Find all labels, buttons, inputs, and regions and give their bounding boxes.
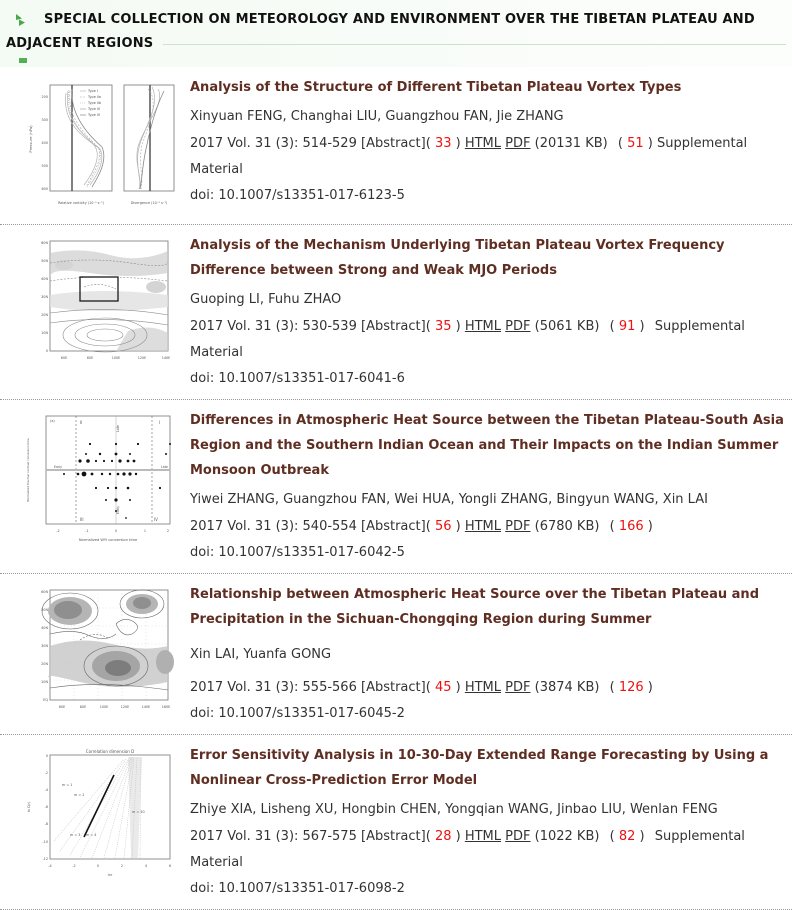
ytick: 10N (41, 331, 48, 335)
article-doi (190, 701, 784, 727)
html-link[interactable]: HTML (464, 680, 502, 695)
ytick: -6 (44, 805, 48, 809)
pdf-link[interactable]: PDF (505, 680, 531, 695)
abstract-link[interactable]: [Abstract]( (361, 519, 431, 534)
ytick: 30N (41, 295, 48, 299)
article-row (0, 400, 792, 574)
early-label-vertical: Early (116, 505, 120, 514)
citation-text: 2017 Vol. 31 (3): 540-554 (190, 519, 357, 534)
figure-title: Correlation dimension D (85, 749, 135, 754)
article-content (190, 741, 792, 902)
xtick: 100E (99, 705, 109, 709)
correlation-dimension-figure (20, 745, 180, 885)
xtick: 120E (137, 356, 147, 360)
ytick: 10N (41, 680, 48, 684)
series-label: m = 2 (74, 793, 85, 797)
html-link[interactable]: HTML (464, 319, 502, 334)
ytick: 20N (41, 313, 48, 317)
late-label-vertical: Late (116, 425, 120, 432)
doi-value: 10.1007/s13351-017-6098-2 (218, 881, 405, 896)
series-label: m = 3 (70, 833, 81, 837)
pdf-size: (1022 KB) (534, 829, 600, 844)
figure-yticks (42, 754, 48, 861)
pdf-link[interactable]: PDF (505, 136, 531, 151)
abstract-count: 28 (434, 829, 452, 844)
article-authors: Xin LAI, Yuanfa GONG (190, 647, 332, 662)
ytick: -4 (44, 788, 48, 792)
article-row (0, 735, 792, 910)
article-title-link[interactable]: Differences in Atmospheric Heat Source between the Tibetan Plateau-South Asia Region and the Southern Indian Ocean and Their Impacts on the Indian Summer Monsoon Outbreak (190, 413, 784, 478)
article-thumbnail[interactable] (20, 410, 180, 550)
download-count: 82 (618, 829, 636, 844)
ytick: 20N (41, 662, 48, 666)
paren: ( (609, 680, 615, 695)
map-shading (48, 594, 174, 687)
series-label: m = 4 (86, 833, 97, 837)
ytick: 0 (45, 754, 48, 758)
figure-xticks (48, 864, 171, 868)
xtick: -2 (72, 864, 76, 868)
ytick: 600 (41, 187, 48, 191)
citation-text: 2017 Vol. 31 (3): 514-529 (190, 136, 357, 151)
download-count: 166 (618, 519, 644, 534)
paren: ) (455, 319, 461, 334)
xtick: 160E (161, 705, 171, 709)
supplemental-link[interactable]: Supplemental Material (190, 319, 745, 360)
article-meta (190, 824, 784, 876)
article-authors: Xinyuan FENG, Changhai LIU, Guangzhou FAN, Jie ZHANG (190, 109, 564, 124)
thumbnail-column (0, 231, 190, 392)
article-authors: Zhiye XIA, Lisheng XU, Hongbin CHEN, Yongqian WANG, Jinbao LIU, Wenlan FENG (190, 802, 718, 817)
article-row (0, 574, 792, 735)
article-doi (190, 183, 784, 209)
abstract-count: 33 (434, 136, 452, 151)
figure-legend (80, 89, 101, 117)
figure-ylabel: ln C(r) (27, 801, 31, 813)
abstract-count: 56 (434, 519, 452, 534)
xtick: 1 (143, 529, 147, 533)
series-label: m = 1 (62, 783, 73, 787)
article-row (0, 225, 792, 400)
doi-prefix: doi: (190, 545, 215, 560)
figure-xticks (59, 705, 171, 709)
figure-yticks (41, 241, 48, 353)
xtick: 140E (161, 356, 171, 360)
paren: ) (639, 319, 645, 334)
paren: ) (455, 519, 461, 534)
xtick: 0 (96, 864, 100, 868)
thumbnail-column (0, 406, 190, 566)
download-count: 91 (618, 319, 636, 334)
figure-xlabel-b: Divergence (10⁻⁵ s⁻¹) (130, 201, 168, 205)
ytick: -2 (44, 771, 48, 775)
paren: ( (609, 519, 615, 534)
ytick: 40N (41, 626, 48, 630)
legend-label: Type IIa (88, 95, 101, 100)
figure-ylabel: Pressure (hPa) (28, 125, 33, 153)
doi-prefix: doi: (190, 881, 215, 896)
download-count: 51 (627, 136, 644, 151)
mjo-contour-map-figure (20, 235, 180, 375)
ytick: EQ (43, 698, 48, 702)
article-meta (190, 675, 784, 701)
early-label: Early (54, 465, 63, 469)
citation-text: 2017 Vol. 31 (3): 567-575 (190, 829, 357, 844)
ytick: -8 (44, 822, 48, 826)
xtick: 80E (86, 356, 94, 360)
pdf-size: (5061 KB) (534, 319, 600, 334)
article-doi (190, 540, 784, 566)
ytick: -12 (42, 857, 48, 861)
html-link[interactable]: HTML (464, 136, 502, 151)
article-doi (190, 366, 784, 392)
abstract-link[interactable]: [Abstract]( (361, 136, 431, 151)
vortex-profiles-figure (20, 77, 180, 217)
paren: ) (455, 136, 461, 151)
ytick: 50N (41, 259, 48, 263)
article-row (0, 67, 792, 225)
xtick: -2 (56, 529, 60, 533)
ytick: -10 (42, 840, 48, 844)
abstract-link[interactable]: [Abstract]( (361, 680, 431, 695)
paren: ) (647, 136, 653, 151)
ytick: 0 (45, 349, 48, 353)
figure-xlabel: lnr (107, 873, 113, 877)
ytick: 200 (41, 95, 48, 99)
article-meta (190, 514, 784, 540)
xtick: 60E (58, 705, 66, 709)
xtick: -4 (48, 864, 52, 868)
paren: ) (647, 519, 653, 534)
legend-label: Type IV (88, 113, 101, 118)
legend-label: Type IIb (88, 101, 102, 106)
xtick: 60E (60, 356, 68, 360)
html-link[interactable]: HTML (464, 519, 502, 534)
xtick: 4 (144, 864, 148, 868)
abstract-count: 35 (434, 319, 452, 334)
late-label: Late (161, 465, 168, 469)
figure-xlabel-a: Relative vorticity (10⁻⁵ s⁻¹) (58, 201, 104, 205)
article-doi (190, 876, 784, 902)
pdf-link[interactable]: PDF (505, 319, 531, 334)
citation-text: 2017 Vol. 31 (3): 530-539 (190, 319, 357, 334)
legend-label: Type III (88, 107, 100, 112)
fitted-segment (84, 775, 114, 837)
article-thumbnail[interactable] (20, 584, 180, 724)
article-meta (190, 131, 784, 183)
article-title-link[interactable]: Relationship between Atmospheric Heat Source over the Tibetan Plateau and Precipitation in the Sichuan-Chongqing Region during Summer (190, 587, 759, 627)
article-title-link[interactable]: Error Sensitivity Analysis in 10-30-Day Extended Range Forecasting by Using a Nonlinear Cross-Prediction Error Model (190, 748, 769, 788)
figure-yticks (42, 95, 48, 191)
paren: ) (455, 829, 461, 844)
collection-title-line1: SPECIAL COLLECTION ON METEOROLOGY AND ENVIRONMENT OVER THE TIBETAN PLATEAU AND (44, 12, 755, 27)
xtick: 120E (120, 705, 130, 709)
legend-label: Type I (88, 89, 98, 94)
xtick: 140E (141, 705, 151, 709)
ytick: 500 (41, 164, 48, 168)
collection-header (0, 0, 792, 67)
paren: ( (617, 136, 623, 151)
xtick: 100E (111, 356, 121, 360)
doi-value: 10.1007/s13351-017-6042-5 (218, 545, 405, 560)
article-authors: Yiwei ZHANG, Guangzhou FAN, Wei HUA, Yongli ZHANG, Bingyun WANG, Xin LAI (190, 492, 708, 507)
xtick: 2 (166, 529, 170, 533)
doi-prefix: doi: (190, 371, 215, 386)
doi-value: 10.1007/s13351-017-6045-2 (218, 706, 405, 721)
supplemental-link[interactable]: Supplemental Material (190, 136, 748, 177)
figure-ylabel: Normalized thermal contrast conversion time (26, 438, 30, 502)
quadrant-label: II (80, 420, 83, 425)
ytick: 50N (41, 608, 48, 612)
pdf-link[interactable]: PDF (505, 829, 531, 844)
article-content (190, 231, 792, 392)
xtick: 6 (168, 864, 172, 868)
header-divider (163, 44, 786, 45)
citation-text: 2017 Vol. 31 (3): 555-566 (190, 680, 357, 695)
xtick: -1 (85, 529, 89, 533)
paren: ) (647, 680, 653, 695)
article-content (190, 406, 792, 566)
doi-prefix: doi: (190, 188, 215, 203)
green-double-chevron-icon (14, 13, 28, 27)
paren: ( (609, 829, 615, 844)
thumbnail-column (0, 580, 190, 727)
ytick: 300 (41, 118, 48, 122)
quadrant-label: IV (154, 517, 158, 522)
paren: ) (455, 680, 461, 695)
abstract-link[interactable]: [Abstract]( (361, 319, 431, 334)
xtick: 2 (120, 864, 124, 868)
doi-value: 10.1007/s13351-017-6041-6 (218, 371, 405, 386)
doi-value: 10.1007/s13351-017-6123-5 (218, 188, 405, 203)
article-thumbnail[interactable] (20, 745, 180, 885)
ytick: 60N (41, 241, 48, 245)
paren: ) (639, 829, 645, 844)
line-cluster-shading (128, 757, 142, 858)
thumbnail-column (0, 73, 190, 217)
panel-label: (a) (50, 419, 55, 423)
ytick: 40N (41, 277, 48, 281)
series-label: m = 30 (132, 810, 145, 814)
article-content (190, 580, 792, 727)
figure-xticks (56, 529, 169, 533)
article-thumbnail[interactable] (20, 235, 180, 375)
paren: ( (609, 319, 615, 334)
xtick: 0 (114, 529, 118, 533)
pdf-size: (3874 KB) (534, 680, 600, 695)
supplemental-link[interactable]: Supplemental Material (190, 829, 745, 870)
abstract-count: 45 (434, 680, 452, 695)
article-meta (190, 314, 784, 366)
ytick: 60N (41, 590, 48, 594)
thumbnail-column (0, 741, 190, 902)
pdf-size: (20131 KB) (534, 136, 608, 151)
figure-xticks (61, 356, 171, 360)
green-bullet-icon (19, 58, 27, 63)
quadrant-label: I (159, 420, 161, 425)
download-count: 126 (618, 680, 644, 695)
heat-source-map-figure (20, 584, 180, 724)
xtick: 80E (79, 705, 87, 709)
doi-prefix: doi: (190, 706, 215, 721)
ytick: 400 (41, 141, 48, 145)
figure-yticks (41, 590, 48, 702)
article-thumbnail[interactable] (20, 77, 180, 217)
article-content (190, 73, 792, 217)
abstract-link[interactable]: [Abstract]( (361, 829, 431, 844)
figure-xlabel: Normalized WYI conversion time (78, 538, 138, 542)
article-title-link[interactable]: Analysis of the Structure of Different Tibetan Plateau Vortex Types (190, 80, 682, 95)
article-title-link[interactable]: Analysis of the Mechanism Underlying Tibetan Plateau Vortex Frequency Difference between Strong and Weak MJO Periods (190, 238, 725, 278)
quadrant-label: III (80, 517, 84, 522)
collection-title-line2: ADJACENT REGIONS (6, 36, 154, 51)
scatter-plot-figure (20, 410, 180, 550)
article-authors: Guoping LI, Fuhu ZHAO (190, 292, 342, 307)
pdf-size: (6780 KB) (534, 519, 600, 534)
html-link[interactable]: HTML (464, 829, 502, 844)
ytick: 30N (41, 644, 48, 648)
pdf-link[interactable]: PDF (505, 519, 531, 534)
